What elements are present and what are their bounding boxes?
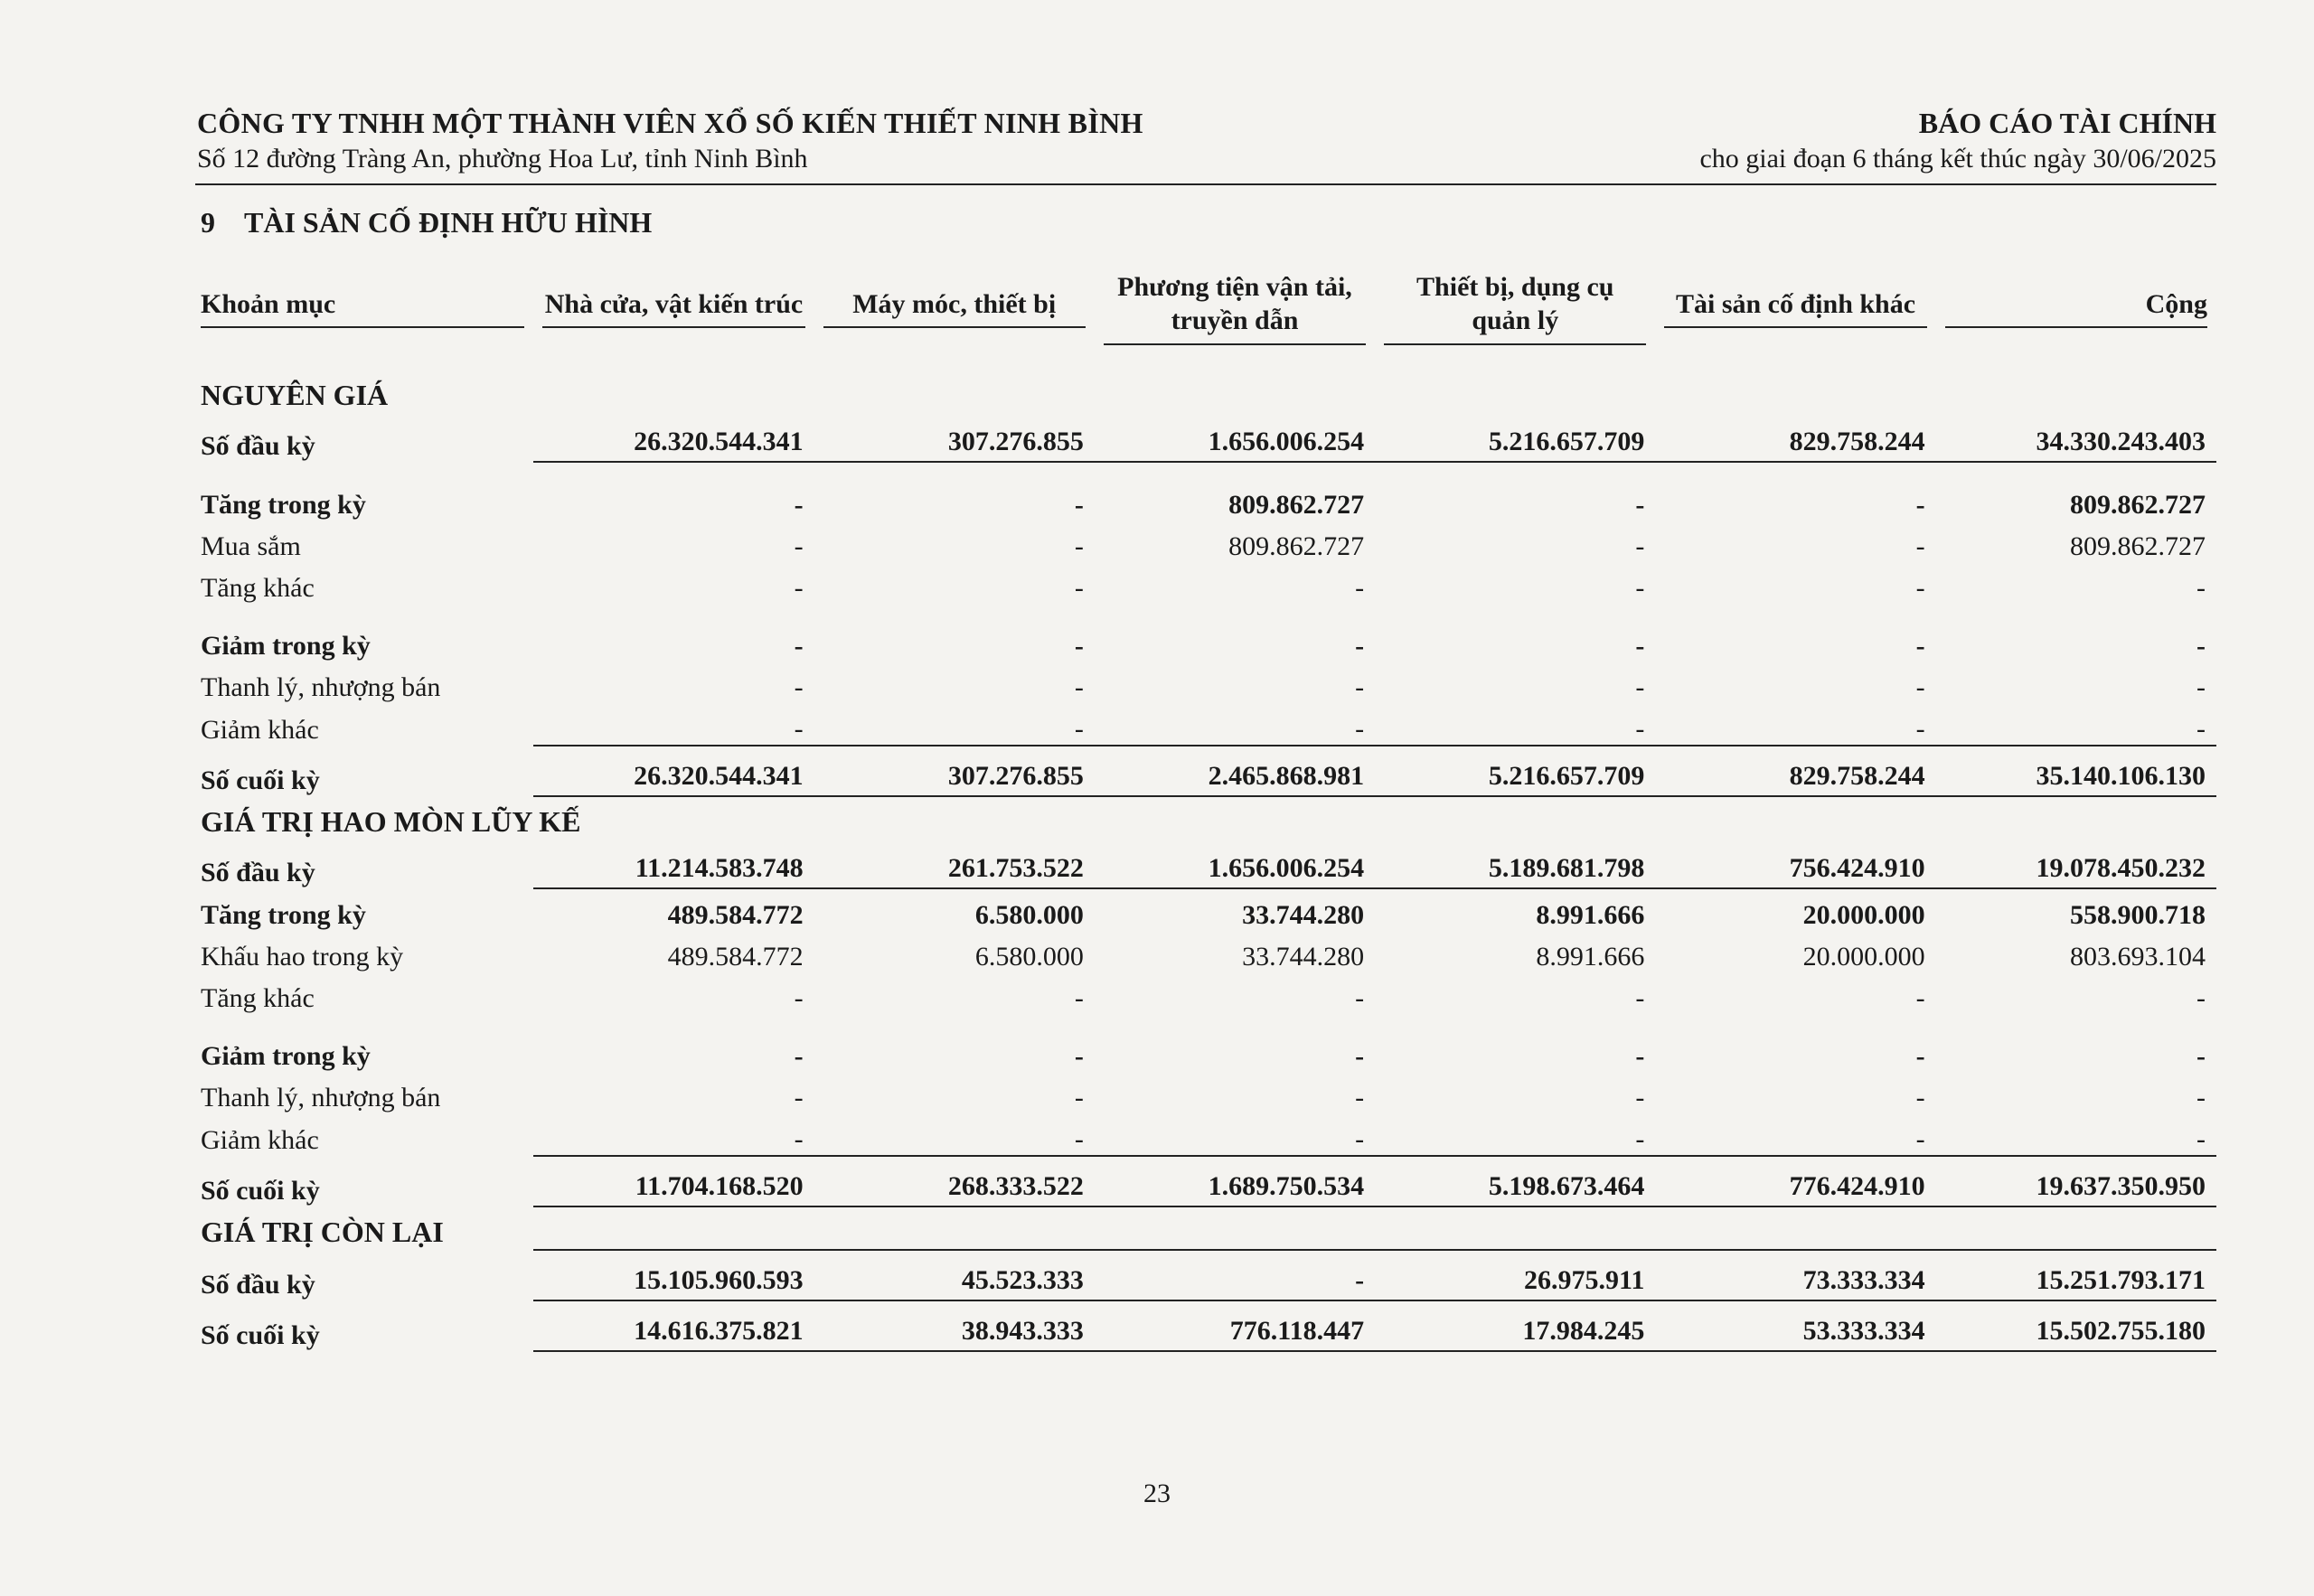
cell-value: - xyxy=(1915,573,1925,603)
section-heading: TÀI SẢN CỐ ĐỊNH HỮU HÌNH xyxy=(244,206,653,239)
cell-value: - xyxy=(1074,573,1084,603)
group-row-net-book-value xyxy=(190,1206,2216,1250)
section-number: 9 xyxy=(201,206,215,239)
table-row xyxy=(190,1300,2216,1351)
cell-value: - xyxy=(1074,714,1084,744)
cell-value: - xyxy=(1915,714,1925,744)
cell-value: 73.333.334 xyxy=(1655,1250,1935,1300)
cell-value: 829.758.244 xyxy=(1655,746,1935,796)
cell-value: 261.753.522 xyxy=(814,839,1095,888)
cell-value: - xyxy=(794,573,804,603)
cell-value: 5.189.681.798 xyxy=(1375,839,1655,888)
cell-value: 5.216.657.709 xyxy=(1375,746,1655,796)
col-header-total: Cộng xyxy=(1936,253,2216,371)
cell-value: 15.251.793.171 xyxy=(1936,1250,2216,1300)
cell-value: - xyxy=(1355,672,1365,702)
cell-value: 26.320.544.341 xyxy=(533,746,814,796)
cell-value: - xyxy=(1635,1041,1645,1071)
cell-value: 14.616.375.821 xyxy=(533,1300,814,1351)
cell-value: - xyxy=(1915,1083,1925,1113)
cell-value: - xyxy=(1635,983,1645,1013)
cell-value: - xyxy=(1915,531,1925,561)
table-row xyxy=(190,1072,2216,1113)
group-row-original-cost xyxy=(190,371,2216,412)
row-label: Tăng khác xyxy=(201,983,315,1013)
cell-value: 38.943.333 xyxy=(814,1300,1095,1351)
col-header-item: Khoản mục xyxy=(190,253,533,371)
table-row xyxy=(190,521,2216,562)
row-label: Số cuối kỳ xyxy=(201,1320,320,1350)
group-row-accumulated-depreciation xyxy=(190,796,2216,839)
cell-value: - xyxy=(1074,1083,1084,1113)
company-name: CÔNG TY TNHH MỘT THÀNH VIÊN XỔ SỐ KIẾN THIẾT NINH BÌNH xyxy=(197,107,1143,139)
cell-value: 35.140.106.130 xyxy=(1936,746,2216,796)
table-row xyxy=(190,1030,2216,1072)
section-title xyxy=(201,206,652,239)
row-label: Số cuối kỳ xyxy=(201,765,320,795)
cell-value: 803.693.104 xyxy=(2070,942,2206,972)
row-label: Giảm khác xyxy=(201,715,319,745)
row-label: Giảm trong kỳ xyxy=(201,631,371,661)
cell-value: 809.862.727 xyxy=(1228,490,1365,520)
cell-value: - xyxy=(1915,490,1925,520)
cell-value: - xyxy=(794,1041,804,1071)
cell-value: 26.320.544.341 xyxy=(533,412,814,462)
cell-value: - xyxy=(1915,631,1925,661)
cell-value: 268.333.522 xyxy=(814,1156,1095,1206)
cell-value: - xyxy=(794,531,804,561)
cell-value: 829.758.244 xyxy=(1655,412,1935,462)
cell-value: 776.118.447 xyxy=(1095,1300,1375,1351)
cell-value: 53.333.334 xyxy=(1655,1300,1935,1351)
cell-value: - xyxy=(1074,672,1084,702)
cell-value: 809.862.727 xyxy=(2070,531,2206,561)
cell-value: - xyxy=(1635,714,1645,744)
report-period: cho giai đoạn 6 tháng kết thúc ngày 30/06/2025 xyxy=(1699,144,2216,174)
cell-value: - xyxy=(1074,983,1084,1013)
table-row xyxy=(190,931,2216,972)
cell-value: - xyxy=(2196,1083,2206,1113)
cell-value: - xyxy=(2196,672,2206,702)
cell-value: - xyxy=(1635,1083,1645,1113)
cell-value: 19.637.350.950 xyxy=(1936,1156,2216,1206)
cell-value: - xyxy=(794,1124,804,1154)
cell-value: 17.984.245 xyxy=(1375,1300,1655,1351)
cell-value: 307.276.855 xyxy=(814,746,1095,796)
cell-value: 2.465.868.981 xyxy=(1095,746,1375,796)
table-row xyxy=(190,562,2216,604)
cell-value: 34.330.243.403 xyxy=(1936,412,2216,462)
row-label: Giảm khác xyxy=(201,1125,319,1155)
cell-value: - xyxy=(1635,631,1645,661)
cell-value: - xyxy=(794,490,804,520)
cell-value: - xyxy=(1074,631,1084,661)
group-label: GIÁ TRỊ CÒN LẠI xyxy=(201,1216,444,1248)
report-title: BÁO CÁO TÀI CHÍNH xyxy=(1918,107,2216,139)
cell-value: - xyxy=(1355,1124,1365,1154)
cell-value: - xyxy=(1074,531,1084,561)
cell-value: - xyxy=(1074,1041,1084,1071)
cell-value: - xyxy=(2196,1041,2206,1071)
header-right xyxy=(1699,107,2216,174)
cell-value: - xyxy=(1355,631,1365,661)
row-label: Khấu hao trong kỳ xyxy=(201,942,404,972)
cell-value: - xyxy=(1355,573,1365,603)
cell-value: 8.991.666 xyxy=(1536,942,1645,972)
cell-value: 489.584.772 xyxy=(667,942,804,972)
table-row xyxy=(190,1250,2216,1300)
row-label: Giảm trong kỳ xyxy=(201,1041,371,1071)
group-label: GIÁ TRỊ HAO MÒN LŨY KẾ xyxy=(201,805,581,838)
row-label: Số đầu kỳ xyxy=(201,1270,315,1300)
table-row xyxy=(190,620,2216,662)
row-label: Tăng trong kỳ xyxy=(201,900,366,930)
cell-value: 45.523.333 xyxy=(814,1250,1095,1300)
cell-value: - xyxy=(1355,714,1365,744)
cell-value: 15.502.755.180 xyxy=(1936,1300,2216,1351)
table-row xyxy=(190,703,2216,746)
table-row xyxy=(190,746,2216,796)
cell-value: 756.424.910 xyxy=(1655,839,1935,888)
table-row xyxy=(190,479,2216,521)
cell-value: - xyxy=(794,631,804,661)
cell-value: 33.744.280 xyxy=(1242,942,1365,972)
cell-value: - xyxy=(794,672,804,702)
cell-value: 1.656.006.254 xyxy=(1095,839,1375,888)
fixed-assets-table xyxy=(190,253,2216,1352)
cell-value: - xyxy=(2196,631,2206,661)
cell-value: - xyxy=(1355,1083,1365,1113)
table-row xyxy=(190,888,2216,931)
col-header-other-assets: Tài sản cố định khác xyxy=(1655,253,1935,371)
table-header-row xyxy=(190,253,2216,371)
header-left xyxy=(197,107,1143,174)
cell-value: 26.975.911 xyxy=(1375,1250,1655,1300)
table-row xyxy=(190,1113,2216,1156)
cell-value: 6.580.000 xyxy=(974,900,1084,930)
cell-value: - xyxy=(1074,1124,1084,1154)
col-header-office-equipment: Thiết bị, dụng cụ quản lý xyxy=(1375,253,1655,371)
cell-value: - xyxy=(1355,983,1365,1013)
group-label: NGUYÊN GIÁ xyxy=(201,379,389,411)
cell-value: - xyxy=(794,714,804,744)
cell-value: 809.862.727 xyxy=(1228,531,1365,561)
cell-value: - xyxy=(1635,672,1645,702)
table-row xyxy=(190,662,2216,703)
table-row xyxy=(190,839,2216,888)
cell-value: - xyxy=(1635,573,1645,603)
cell-value: 558.900.718 xyxy=(2070,900,2206,930)
cell-value: 20.000.000 xyxy=(1802,900,1925,930)
cell-value: - xyxy=(1635,1124,1645,1154)
cell-value: - xyxy=(2196,1124,2206,1154)
cell-value: 1.689.750.534 xyxy=(1095,1156,1375,1206)
cell-value: 19.078.450.232 xyxy=(1936,839,2216,888)
cell-value: - xyxy=(1095,1250,1375,1300)
cell-value: 489.584.772 xyxy=(667,900,804,930)
col-header-buildings: Nhà cửa, vật kiến trúc xyxy=(533,253,814,371)
cell-value: 11.704.168.520 xyxy=(533,1156,814,1206)
cell-value: - xyxy=(794,1083,804,1113)
cell-value: - xyxy=(1635,531,1645,561)
cell-value: - xyxy=(2196,573,2206,603)
cell-value: 8.991.666 xyxy=(1536,900,1645,930)
header-divider xyxy=(195,183,2216,185)
row-label: Thanh lý, nhượng bán xyxy=(201,1083,441,1113)
row-label: Số cuối kỳ xyxy=(201,1176,320,1206)
cell-value: 809.862.727 xyxy=(2070,490,2206,520)
cell-value: - xyxy=(1635,490,1645,520)
cell-value: - xyxy=(1915,983,1925,1013)
table-row xyxy=(190,412,2216,462)
row-label: Tăng khác xyxy=(201,573,315,603)
cell-value: - xyxy=(794,983,804,1013)
cell-value: 33.744.280 xyxy=(1242,900,1365,930)
col-header-vehicles: Phương tiện vận tải, truyền dẫn xyxy=(1095,253,1375,371)
page-number: 23 xyxy=(1143,1479,1171,1508)
cell-value: - xyxy=(1915,1041,1925,1071)
cell-value: - xyxy=(1915,672,1925,702)
company-address: Số 12 đường Tràng An, phường Hoa Lư, tỉnh Ninh Bình xyxy=(197,144,808,174)
row-label: Số đầu kỳ xyxy=(201,858,315,887)
cell-value: 1.656.006.254 xyxy=(1095,412,1375,462)
cell-value: 5.198.673.464 xyxy=(1375,1156,1655,1206)
cell-value: 776.424.910 xyxy=(1655,1156,1935,1206)
cell-value: - xyxy=(2196,714,2206,744)
cell-value: 20.000.000 xyxy=(1802,942,1925,972)
row-label: Mua sắm xyxy=(201,531,301,561)
cell-value: 11.214.583.748 xyxy=(533,839,814,888)
cell-value: - xyxy=(1355,1041,1365,1071)
cell-value: 6.580.000 xyxy=(974,942,1084,972)
cell-value: - xyxy=(1915,1124,1925,1154)
cell-value: 307.276.855 xyxy=(814,412,1095,462)
table-row xyxy=(190,972,2216,1014)
cell-value: - xyxy=(1074,490,1084,520)
row-label: Số đầu kỳ xyxy=(201,431,315,461)
col-header-machinery: Máy móc, thiết bị xyxy=(814,253,1095,371)
row-label: Thanh lý, nhượng bán xyxy=(201,672,441,702)
cell-value: 5.216.657.709 xyxy=(1375,412,1655,462)
cell-value: 15.105.960.593 xyxy=(533,1250,814,1300)
table-row xyxy=(190,1156,2216,1206)
cell-value: - xyxy=(2196,983,2206,1013)
row-label: Tăng trong kỳ xyxy=(201,490,366,520)
